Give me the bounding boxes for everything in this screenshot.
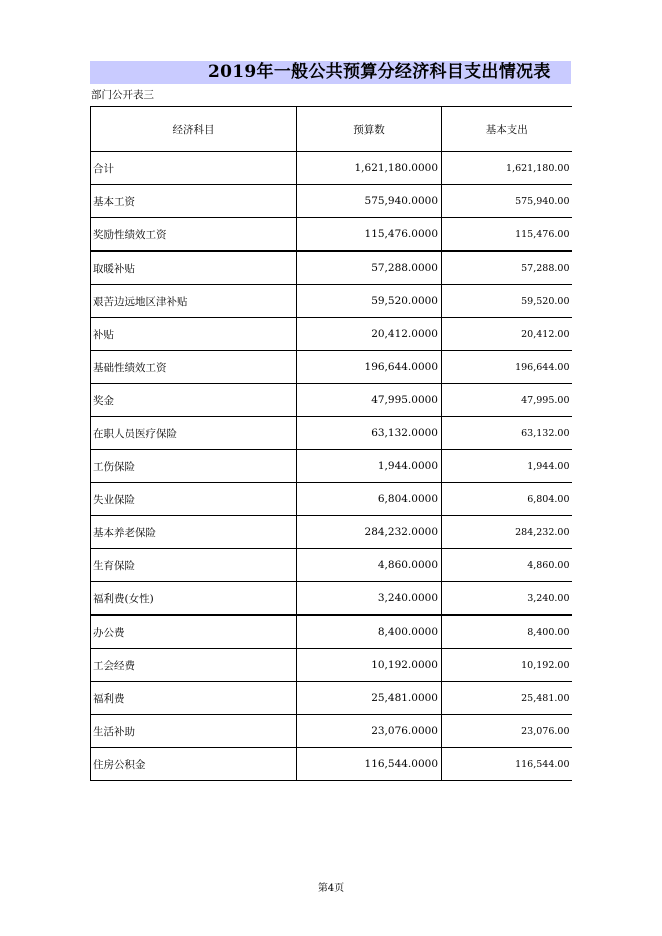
- cell-basic: 284,232.00: [442, 516, 572, 549]
- cell-basic: 575,940.00: [442, 185, 572, 218]
- table-row: [91, 285, 572, 318]
- cell-basic: 25,481.00: [442, 682, 572, 715]
- cell-budget: 4,860.0000: [297, 549, 442, 582]
- cell-budget: 116,544.0000: [297, 748, 442, 781]
- table-row: [91, 649, 572, 682]
- cell-basic: 6,804.00: [442, 483, 572, 516]
- title-bar: [90, 61, 571, 84]
- cell-subject: 福利费: [91, 682, 297, 715]
- cell-basic: 47,995.00: [442, 384, 572, 417]
- cell-basic: 8,400.00: [442, 615, 572, 649]
- table-row: [91, 351, 572, 384]
- cell-basic: 63,132.00: [442, 417, 572, 450]
- cell-subject: 艰苦边远地区津补贴: [91, 285, 297, 318]
- cell-basic: 10,192.00: [442, 649, 572, 682]
- table-row: [91, 218, 572, 252]
- cell-budget: 23,076.0000: [297, 715, 442, 748]
- cell-budget: 6,804.0000: [297, 483, 442, 516]
- table-row: [91, 251, 572, 285]
- cell-budget: 47,995.0000: [297, 384, 442, 417]
- cell-subject: 基本养老保险: [91, 516, 297, 549]
- column-header-subject: 经济科目: [91, 107, 297, 152]
- cell-subject: 在职人员医疗保险: [91, 417, 297, 450]
- cell-subject: 生活补助: [91, 715, 297, 748]
- cell-budget: 575,940.0000: [297, 185, 442, 218]
- cell-basic: 1,621,180.00: [442, 152, 572, 185]
- cell-subject: 奖金: [91, 384, 297, 417]
- cell-budget: 25,481.0000: [297, 682, 442, 715]
- table-row: [91, 384, 572, 417]
- page-number: 第4页: [317, 883, 345, 894]
- table-row: [91, 682, 572, 715]
- table-row: [91, 318, 572, 351]
- cell-subject: 福利费(女性): [91, 582, 297, 616]
- cell-subject: 基本工资: [91, 185, 297, 218]
- table-row: [91, 185, 572, 218]
- table-row: [91, 483, 572, 516]
- cell-subject: 取暖补贴: [91, 251, 297, 285]
- cell-budget: 63,132.0000: [297, 417, 442, 450]
- cell-subject: 失业保险: [91, 483, 297, 516]
- cell-subject: 基础性绩效工资: [91, 351, 297, 384]
- cell-budget: 20,412.0000: [297, 318, 442, 351]
- cell-budget: 3,240.0000: [297, 582, 442, 616]
- cell-basic: 20,412.00: [442, 318, 572, 351]
- table-row: [91, 748, 572, 781]
- cell-subject: 合计: [91, 152, 297, 185]
- cell-budget: 115,476.0000: [297, 218, 442, 252]
- cell-basic: 115,476.00: [442, 218, 572, 252]
- cell-basic: 4,860.00: [442, 549, 572, 582]
- cell-basic: 3,240.00: [442, 582, 572, 616]
- cell-basic: 57,288.00: [442, 251, 572, 285]
- cell-basic: 23,076.00: [442, 715, 572, 748]
- cell-budget: 10,192.0000: [297, 649, 442, 682]
- cell-basic: 196,644.00: [442, 351, 572, 384]
- cell-budget: 57,288.0000: [297, 251, 442, 285]
- table-row: [91, 615, 572, 649]
- column-header-basic: 基本支出: [442, 107, 572, 152]
- table-row: [91, 582, 572, 616]
- cell-subject: 办公费: [91, 615, 297, 649]
- table-row: [91, 450, 572, 483]
- table-row: [91, 715, 572, 748]
- page-title: 2019年一般公共预算分经济科目支出情况表: [208, 62, 551, 82]
- table-label: 部门公开表三: [91, 89, 154, 101]
- table-row: [91, 549, 572, 582]
- cell-budget: 196,644.0000: [297, 351, 442, 384]
- table-row: [91, 417, 572, 450]
- column-header-budget: 预算数: [297, 107, 442, 152]
- cell-budget: 59,520.0000: [297, 285, 442, 318]
- cell-basic: 1,944.00: [442, 450, 572, 483]
- table-row: [91, 516, 572, 549]
- cell-basic: 59,520.00: [442, 285, 572, 318]
- cell-subject: 补贴: [91, 318, 297, 351]
- cell-subject: 工会经费: [91, 649, 297, 682]
- cell-subject: 生育保险: [91, 549, 297, 582]
- cell-budget: 8,400.0000: [297, 615, 442, 649]
- cell-subject: 住房公积金: [91, 748, 297, 781]
- cell-budget: 1,621,180.0000: [297, 152, 442, 185]
- cell-subject: 工伤保险: [91, 450, 297, 483]
- cell-basic: 116,544.00: [442, 748, 572, 781]
- cell-subject: 奖励性绩效工资: [91, 218, 297, 252]
- table-row: [91, 152, 572, 185]
- table-header-row: [91, 107, 572, 152]
- cell-budget: 284,232.0000: [297, 516, 442, 549]
- expenditure-table: [90, 106, 572, 781]
- cell-budget: 1,944.0000: [297, 450, 442, 483]
